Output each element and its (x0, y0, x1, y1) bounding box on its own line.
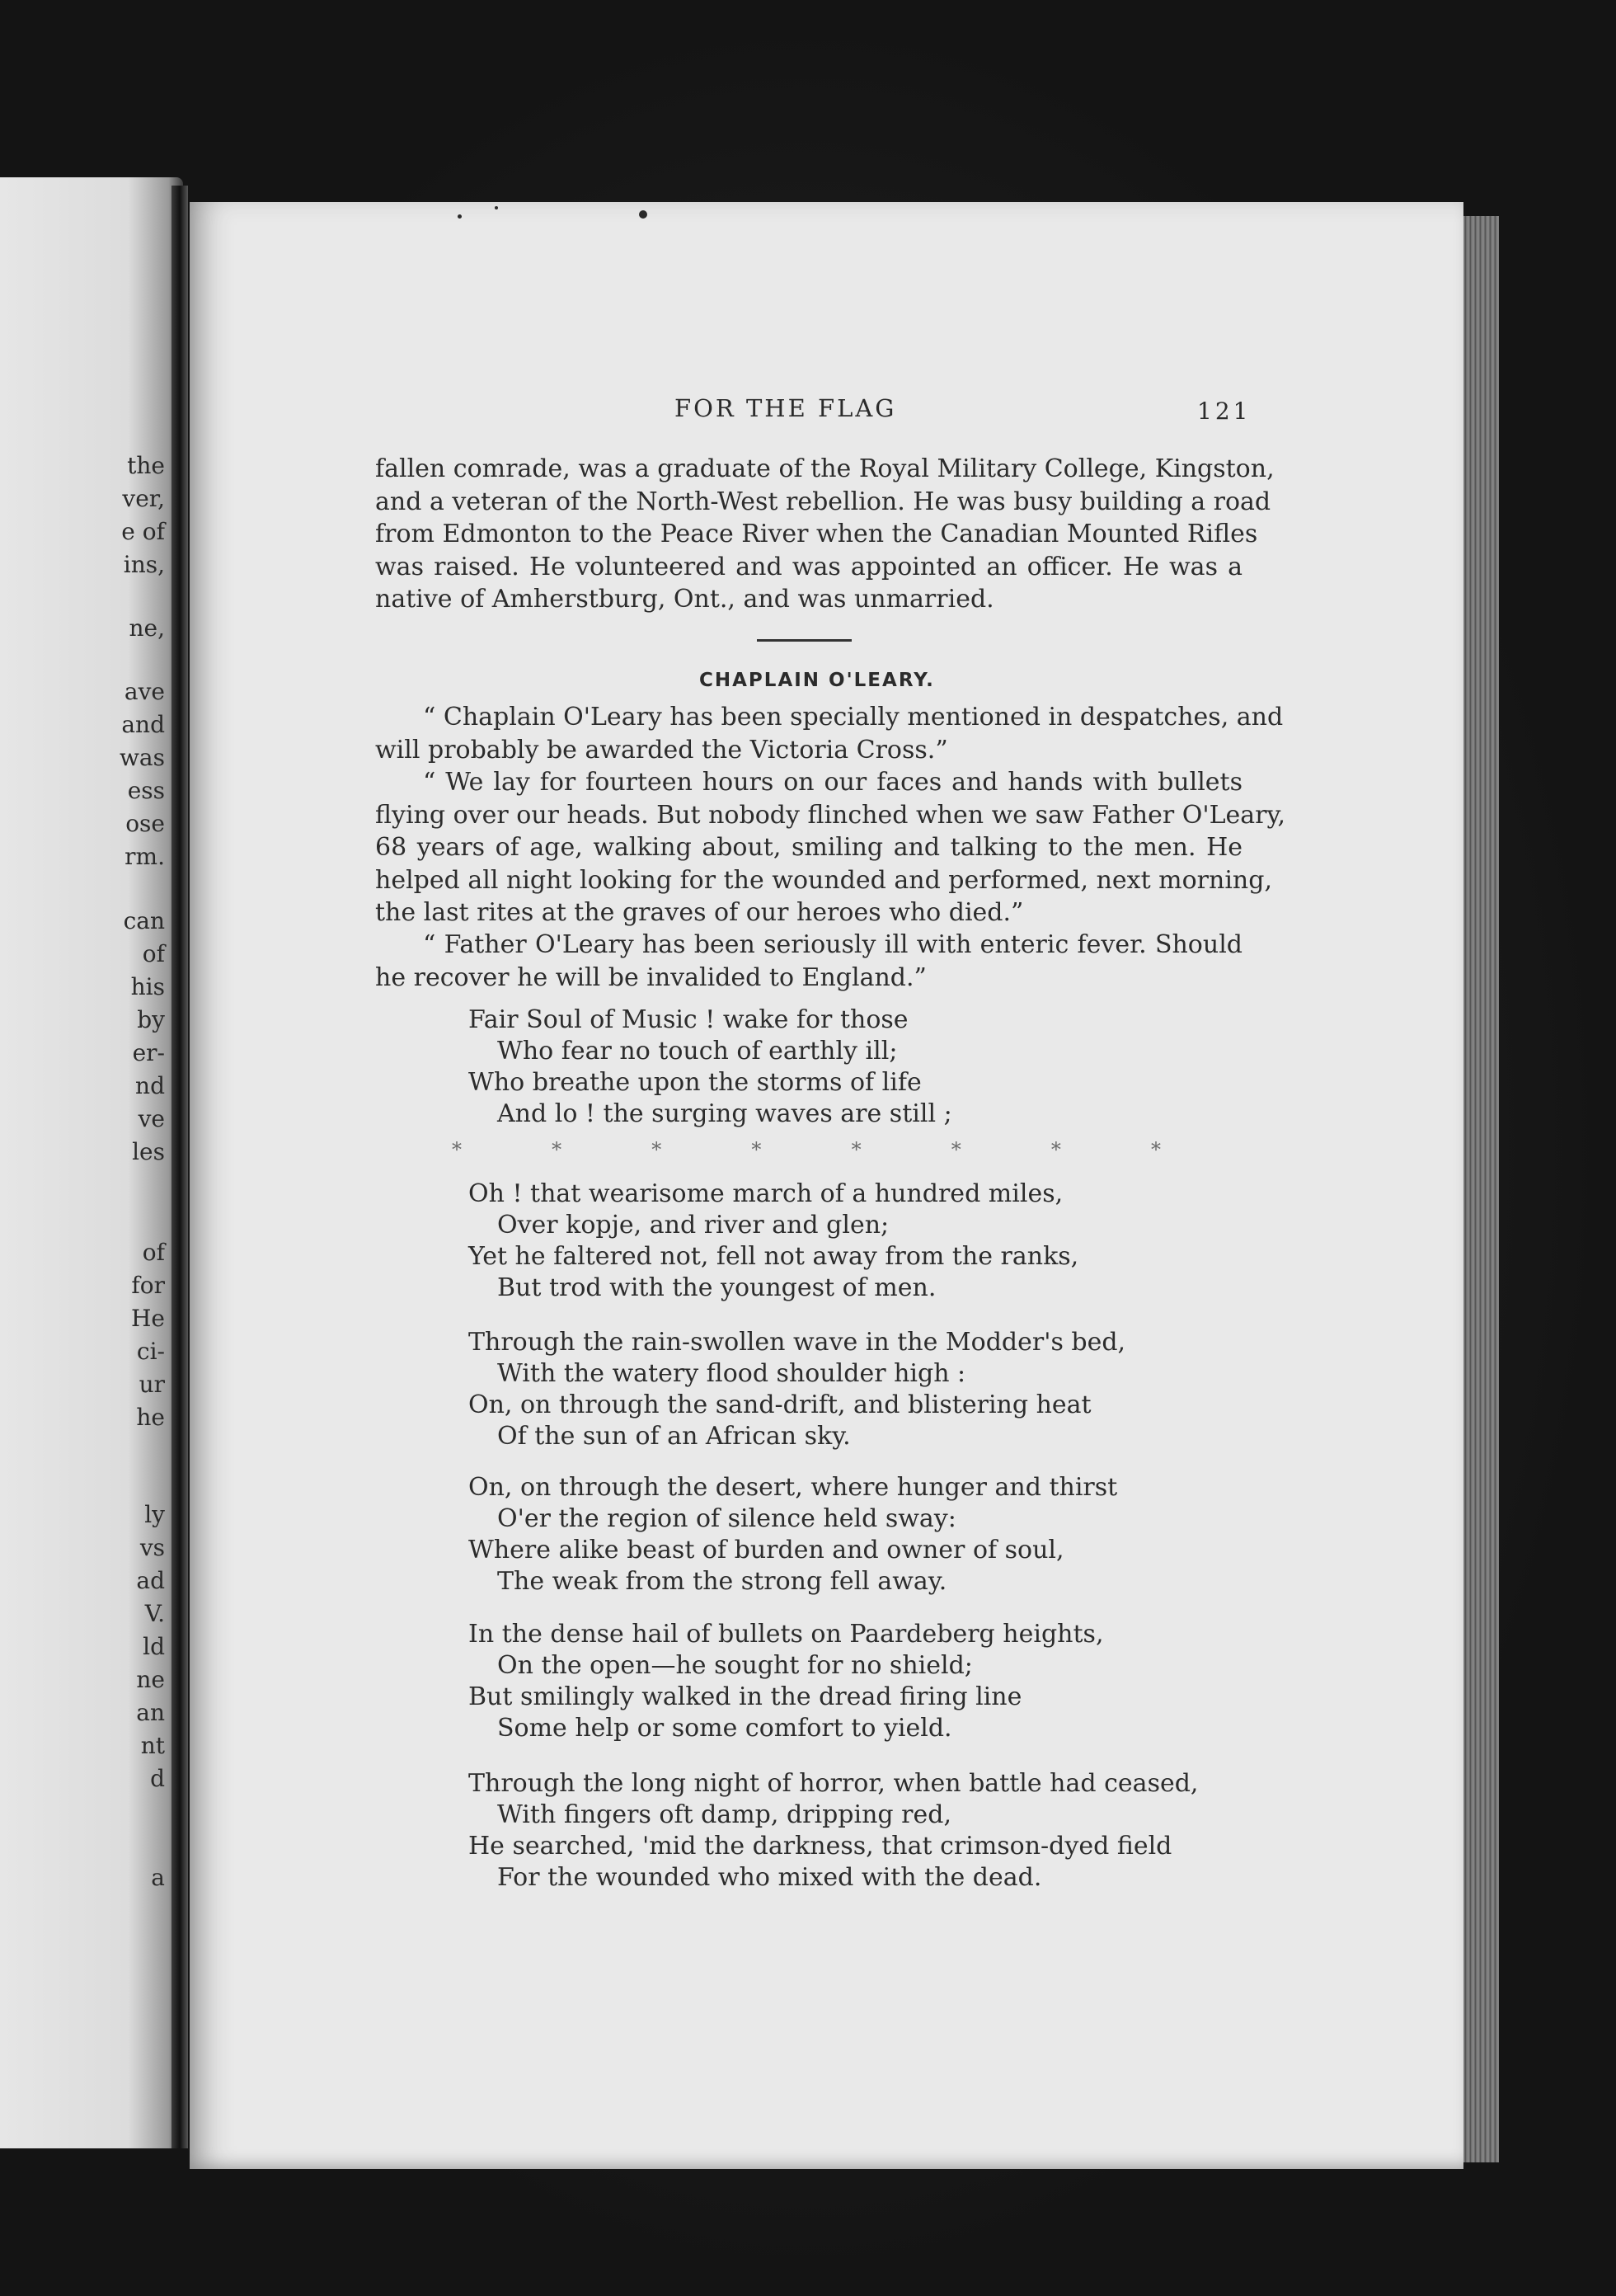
verse-line: On, on through the sand-drift, and blistering heat (468, 1390, 1092, 1419)
verse-line: Who fear no touch of earthly ill; (497, 1037, 898, 1066)
star-ornament: * (1150, 1138, 1161, 1161)
verse-line: But smilingly walked in the dread firing line (468, 1682, 1022, 1711)
verse-line: O'er the region of silence held sway: (497, 1504, 956, 1533)
text-line: the last rites at the graves of our heroes who died.” (375, 898, 1024, 927)
page-number: 121 (1197, 398, 1252, 425)
star-ornament: * (1050, 1138, 1061, 1161)
verse-line: Through the rain-swollen wave in the Modder's bed, (468, 1328, 1126, 1357)
left-facing-page (0, 177, 183, 2148)
verse-line: On the open—he sought for no shield; (497, 1651, 973, 1680)
ink-speck (458, 214, 462, 219)
left-page-fragment: ci- (136, 1338, 165, 1365)
left-page-fragment: can (123, 907, 165, 934)
verse-line: Oh ! that wearisome march of a hundred miles, (468, 1179, 1064, 1208)
left-page-fragment: vs (139, 1534, 165, 1561)
text-line: and a veteran of the North-West rebellion. He was busy building a road (375, 487, 1271, 516)
left-page-fragment: d (150, 1765, 165, 1792)
text-line: helped all night looking for the wounded and performed, next morning, (375, 865, 1272, 895)
left-page-fragment: ve (138, 1105, 165, 1132)
ink-speck (495, 206, 498, 209)
verse-line: In the dense hail of bullets on Paardeberg heights, (468, 1620, 1104, 1649)
left-page-fragment: e of (121, 518, 165, 545)
verse-line: With the watery flood shoulder high : (497, 1359, 966, 1388)
section-divider (757, 639, 852, 642)
poem-stanza (468, 1179, 1078, 1304)
poem-stanza (468, 1472, 1117, 1597)
left-page-fragment: and (121, 711, 165, 738)
poem-stanza (468, 1004, 952, 1130)
poem-stanza (468, 1327, 1125, 1452)
section-break-stars (452, 1138, 1161, 1161)
left-page-fragment: nt (140, 1732, 165, 1759)
left-page-fragment: of (142, 940, 165, 967)
left-page-fragment: ess (127, 777, 165, 804)
verse-line: Some help or some comfort to yield. (497, 1714, 952, 1743)
left-page-fragment: ne, (129, 614, 165, 642)
left-page-fragment: he (136, 1404, 165, 1431)
quote-despatches (375, 701, 1284, 766)
text-line: will probably be awarded the Victoria Cross.” (375, 735, 948, 765)
left-page-fragment: an (136, 1699, 165, 1726)
left-page-fragment: was (119, 744, 165, 771)
poem-stanza (468, 1768, 1198, 1894)
verse-line: Who breathe upon the storms of life (468, 1068, 922, 1097)
ink-speck (639, 210, 647, 219)
section-heading: CHAPLAIN O'LEARY. (699, 670, 935, 691)
text-line: fallen comrade, was a graduate of the Royal Military College, Kingston, (375, 454, 1275, 483)
left-page-fragment: nd (135, 1072, 165, 1099)
verse-line: Of the sun of an African sky. (497, 1422, 851, 1451)
left-page-fragment: ver, (122, 485, 165, 512)
text-line: “ We lay for fourteen hours on our faces and hands with bullets (423, 768, 1243, 797)
left-page-fragment: les (132, 1138, 165, 1165)
verse-line: Yet he faltered not, fell not away from the ranks, (468, 1242, 1079, 1271)
left-page-fragment: by (137, 1006, 165, 1033)
left-page-fragment: ave (124, 678, 165, 705)
left-page-fragment: the (127, 452, 165, 479)
verse-line: And lo ! the surging waves are still ; (497, 1099, 952, 1128)
left-page-fragment: er- (132, 1039, 165, 1066)
verse-line: Through the long night of horror, when battle had ceased, (468, 1769, 1199, 1798)
left-page-fragment: He (131, 1305, 165, 1332)
verse-line: For the wounded who mixed with the dead. (497, 1863, 1042, 1892)
left-page-fragment: a (151, 1864, 165, 1891)
star-ornament: * (751, 1138, 762, 1161)
left-page-fragment: ne (136, 1666, 165, 1693)
star-ornament: * (851, 1138, 862, 1161)
text-line: from Edmonton to the Peace River when the Canadian Mounted Rifles (375, 520, 1258, 548)
text-line: he recover he will be invalided to England.” (375, 962, 927, 992)
quote-soldier-letter (375, 766, 1285, 929)
text-line: native of Amherstburg, Ont., and was unmarried. (375, 585, 994, 614)
text-line: 68 years of age, walking about, smiling and talking to the men. He (375, 833, 1243, 862)
text-line: “ Chaplain O'Leary has been specially mentioned in despatches, and (423, 703, 1284, 732)
left-page-fragment: ld (143, 1633, 165, 1660)
left-page-fragment: ins, (123, 551, 165, 578)
poem-stanza (468, 1619, 1103, 1744)
left-page-fragment: his (130, 973, 165, 1000)
left-page-fragment: rm. (124, 843, 165, 870)
verse-line: Where alike beast of burden and owner of soul, (468, 1536, 1064, 1564)
text-line: “ Father O'Leary has been seriously ill with enteric fever. Should (423, 930, 1243, 959)
intro-paragraph (375, 453, 1275, 616)
verse-line: But trod with the youngest of men. (497, 1273, 937, 1302)
left-page-fragment: ly (144, 1501, 165, 1528)
verse-line: Over kopje, and river and glen; (497, 1211, 890, 1240)
left-page-fragment: of (142, 1239, 165, 1266)
verse-line: Fair Soul of Music ! wake for those (468, 1005, 909, 1034)
verse-line: The weak from the strong fell away. (497, 1567, 947, 1596)
book-gutter (171, 186, 188, 2148)
left-page-fragment: V. (144, 1600, 165, 1627)
star-ornament: * (552, 1138, 562, 1161)
verse-line: With fingers oft damp, dripping red, (497, 1800, 951, 1829)
left-page-fragment: ad (136, 1567, 165, 1594)
verse-line: He searched, 'mid the darkness, that crimson-dyed field (468, 1832, 1172, 1861)
left-page-fragment: ose (125, 810, 165, 837)
star-ornament: * (452, 1138, 462, 1161)
running-head: FOR THE FLAG (674, 394, 897, 422)
verse-line: On, on through the desert, where hunger and thirst (468, 1473, 1118, 1502)
star-ornament: * (951, 1138, 961, 1161)
left-page-fragment: for (131, 1272, 165, 1299)
text-line: flying over our heads. But nobody flinched when we saw Father O'Leary, (375, 800, 1285, 830)
text-line: was raised. He volunteered and was appointed an officer. He was a (375, 552, 1243, 581)
quote-illness (375, 929, 1243, 994)
left-page-fragment: ur (139, 1371, 165, 1398)
star-ornament: * (651, 1138, 662, 1161)
